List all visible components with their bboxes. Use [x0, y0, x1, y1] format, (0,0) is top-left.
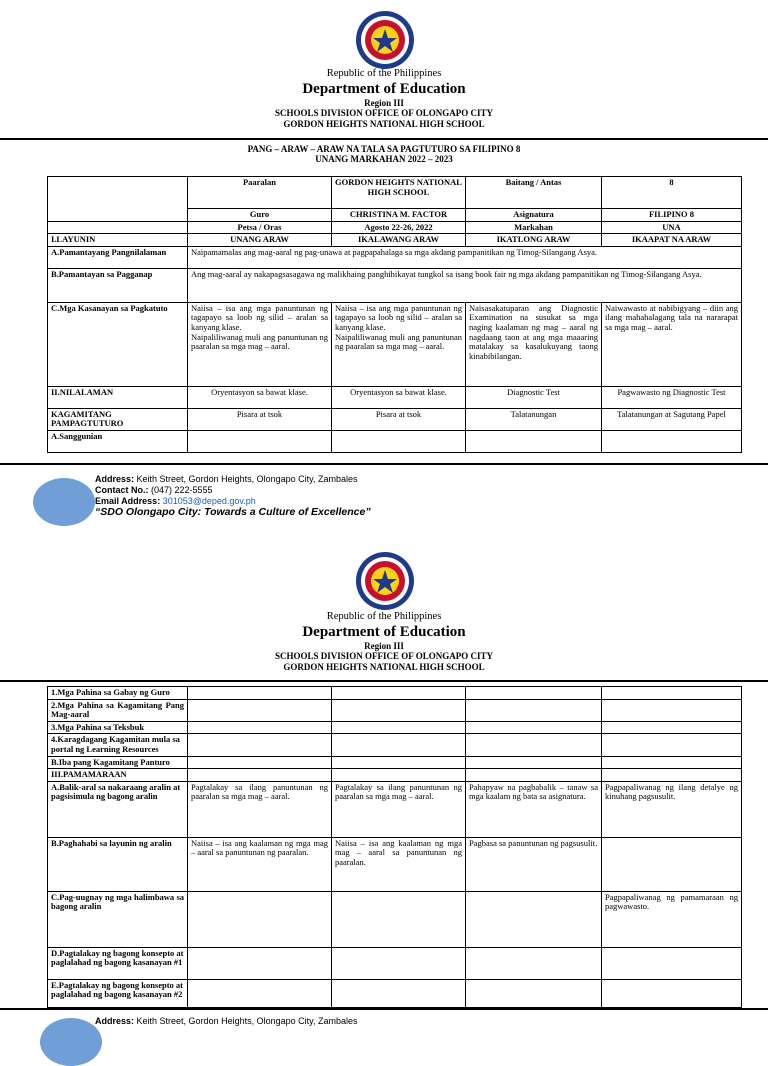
blank-cell: [332, 756, 466, 769]
address-label: Address:: [95, 1016, 135, 1026]
balik-aral-day-2: Pagtalakay sa ilang panuntunan ng paaralan sa mga mag – aaral.: [332, 781, 466, 837]
blank-cell: [48, 177, 188, 222]
paghahabi-day-2: Naiisa – isa ang kaalaman ng mga mag – aaral sa panuntunan ng paaralan.: [332, 837, 466, 891]
kagamitan-day-3: Talatanungan: [466, 408, 602, 430]
deped-seal-icon: [355, 551, 415, 611]
paghahabi-label: B.Paghahabi sa layunin ng aralin: [48, 837, 188, 891]
asignatura-label: Asignatura: [466, 209, 602, 222]
pagtalakay-2-label: E.Pagtalakay ng bagong konsepto at paglalahad ng bagong kasanayan #2: [48, 979, 188, 1007]
address-text: Keith Street, Gordon Heights, Olongapo City, Zambales: [136, 474, 358, 484]
blank-cell: [332, 979, 466, 1007]
blank-cell: [466, 430, 602, 452]
department-title: Department of Education: [302, 81, 466, 97]
header-divider: [0, 680, 768, 682]
blank-cell: [466, 947, 602, 979]
kasanayan-day-3: Naisasakatuparan ang Diagnostic Examination na susukat sa mga naging kaalaman ng mag – aaral ng nagdaang taon at ang mga maaaring matalakay sa kasalukuyang taong kinabibilangan.: [466, 302, 602, 386]
guro-value: CHRISTINA M. FACTOR: [332, 209, 466, 222]
blank-cell: [602, 769, 742, 782]
paghahabi-day-3: Pagbasa sa panuntunan ng pagsusulit.: [466, 837, 602, 891]
blank-cell: [332, 721, 466, 734]
header-divider: [0, 138, 768, 140]
blank-cell: [188, 430, 332, 452]
pag-uugnay-label: C.Pag-uugnay ng mga halimbawa sa bagong aralin: [48, 891, 188, 947]
blank-cell: [188, 699, 332, 721]
guro-label: Guro: [188, 209, 332, 222]
pag-uugnay-day-3: [466, 891, 602, 947]
blank-cell: [188, 687, 332, 700]
petsa-value: Agosto 22-26, 2022: [332, 221, 466, 234]
email-link[interactable]: 301053@deped.gov.ph: [162, 496, 256, 506]
kagamitan-label: KAGAMITANG PAMPAGTUTURO: [48, 408, 188, 430]
nilalaman-day-2: Oryentasyon sa bawat klase.: [332, 386, 466, 408]
blank-cell: [188, 947, 332, 979]
division-text: SCHOOLS DIVISION OFFICE OF OLONGAPO CITY: [275, 651, 493, 661]
sanggunian-label: A.Sanggunian: [48, 430, 188, 452]
paaralan-label: Paaralan: [188, 177, 332, 209]
pangnilalaman-text: Naipamamalas ang mag-aaral ng pag-unawa at pagpapahalaga sa mga akdang pampanitikan ng Timog-Silangang Asya.: [188, 246, 742, 268]
blank-cell: [188, 769, 332, 782]
pag-uugnay-day-2: [332, 891, 466, 947]
blank-cell: [332, 734, 466, 756]
contact-text: (047) 222-5555: [151, 485, 213, 495]
address-label: Address:: [95, 474, 135, 484]
email-label: Email Address:: [95, 496, 161, 506]
kasanayan-day-2: Naiisa – isa ang mga panuntunan ng tagapayo sa loob ng silid – aralan sa kanyang klase. Naipaliliwanag muli ang panuntunan ng paaralan sa mga mag – aaral.: [332, 302, 466, 386]
pagganap-label: B.Pamantayan sa Pagganap: [48, 268, 188, 302]
blank-cell: [602, 734, 742, 756]
blank-cell: [602, 699, 742, 721]
blank-cell: [48, 221, 188, 234]
blank-cell: [188, 721, 332, 734]
division-text: SCHOOLS DIVISION OFFICE OF OLONGAPO CITY: [275, 108, 493, 118]
blank-cell: [332, 769, 466, 782]
petsa-label: Petsa / Oras: [188, 221, 332, 234]
baitang-value: 8: [602, 177, 742, 209]
school-text: GORDON HEIGHTS NATIONAL HIGH SCHOOL: [283, 662, 485, 672]
blank-cell: [466, 687, 602, 700]
nilalaman-day-4: Pagwawasto ng Diagnostic Test: [602, 386, 742, 408]
baitang-label: Baitang / Antas: [466, 177, 602, 209]
footer-logo: [40, 1018, 102, 1066]
footer-tagline: “SDO Olongapo City: Towards a Culture of Excellence”: [95, 506, 371, 518]
plan-title: PANG – ARAW – ARAW NA TALA SA PAGTUTURO SA FILIPINO 8: [247, 144, 521, 154]
markahan-value: UNA: [602, 221, 742, 234]
balik-aral-label: A.Balik-aral sa nakaraang aralin at pagsisimula ng bagong aralin: [48, 781, 188, 837]
region-text: Region III: [364, 641, 404, 651]
day-2-header: IKALAWANG ARAW: [332, 234, 466, 247]
blank-cell: [602, 947, 742, 979]
blank-cell: [466, 734, 602, 756]
contact-label: Contact No.:: [95, 485, 149, 495]
kasanayan-label: C.Mga Kasanayan sa Pagkatuto: [48, 302, 188, 386]
asignatura-value: FILIPINO 8: [602, 209, 742, 222]
footer-divider: [0, 463, 768, 465]
learning-resources-label: 4.Karagdagang Kagamitan mula sa portal ng Learning Resources: [48, 734, 188, 756]
nilalaman-day-1: Oryentasyon sa bawat klase.: [188, 386, 332, 408]
gabay-label: 1.Mga Pahina sa Gabay ng Guro: [48, 687, 188, 700]
footer-block: [95, 474, 371, 518]
blank-cell: [332, 947, 466, 979]
footer-logo: [33, 478, 95, 526]
iba-pang-kagamitan-label: B.Iba pang Kagamitang Panturo: [48, 756, 188, 769]
blank-cell: [602, 430, 742, 452]
deped-seal-icon: [355, 10, 415, 70]
blank-cell: [332, 699, 466, 721]
day-4-header: IKAAPAT NA ARAW: [602, 234, 742, 247]
lesson-plan-table-page2: [47, 686, 742, 1008]
blank-cell: [602, 721, 742, 734]
school-text: GORDON HEIGHTS NATIONAL HIGH SCHOOL: [283, 119, 485, 129]
pag-uugnay-day-4: Pagpapaliwanag ng pamamaraan ng pagwawasto.: [602, 891, 742, 947]
pamamaraan-heading: III.PAMAMARAAN: [48, 769, 188, 782]
markahan-label: Markahan: [466, 221, 602, 234]
paghahabi-day-1: Naiisa – isa ang kaalaman ng mga mag – aaral sa panuntunan ng paaralan.: [188, 837, 332, 891]
layunin-heading: I.LAYUNIN: [48, 234, 188, 247]
lesson-plan-table-page1: [47, 176, 742, 453]
blank-cell: [466, 756, 602, 769]
footer-block: [95, 1016, 357, 1027]
nilalaman-label: II.NILALAMAN: [48, 386, 188, 408]
region-text: Region III: [364, 98, 404, 108]
kagamitan-day-4: Talatanungan at Sagutang Papel: [602, 408, 742, 430]
blank-cell: [602, 756, 742, 769]
kasanayan-day-4: Naiwawasto at nabibigyang – diin ang ilang mahahalagang tala na nararapat sa mga mag – aaral.: [602, 302, 742, 386]
kagamitan-day-2: Pisara at tsok: [332, 408, 466, 430]
department-title: Department of Education: [302, 624, 466, 640]
balik-aral-day-1: Pagtalakay sa ilang panuntunan ng paaralan sa mga mag – aaral.: [188, 781, 332, 837]
paghahabi-day-4: [602, 837, 742, 891]
nilalaman-day-3: Diagnostic Test: [466, 386, 602, 408]
blank-cell: [466, 769, 602, 782]
footer-divider: [0, 1008, 768, 1010]
blank-cell: [466, 979, 602, 1007]
blank-cell: [188, 756, 332, 769]
pagtalakay-1-label: D.Pagtalakay ng bagong konsepto at paglalahad ng bagong kasanayan #1: [48, 947, 188, 979]
blank-cell: [466, 721, 602, 734]
balik-aral-day-4: Pagpapaliwanag ng ilang detalye ng kinuhang pagsusulit.: [602, 781, 742, 837]
pagganap-text: Ang mag-aaral ay nakapagsasagawa ng malikhaing panghihikayat tungkol sa isang book fair ng mga akdang pampanitikan ng Timog-Silangang Asya.: [188, 268, 742, 302]
blank-cell: [188, 979, 332, 1007]
blank-cell: [602, 687, 742, 700]
address-text: Keith Street, Gordon Heights, Olongapo City, Zambales: [136, 1016, 358, 1026]
blank-cell: [602, 979, 742, 1007]
blank-cell: [188, 734, 332, 756]
kagamitang-pang-mag-aaral-label: 2.Mga Pahina sa Kagamitang Pang Mag-aaral: [48, 699, 188, 721]
pangnilalaman-label: A.Pamantayang Pangnilalaman: [48, 246, 188, 268]
republic-text: Republic of the Philippines: [326, 68, 442, 79]
blank-cell: [332, 687, 466, 700]
blank-cell: [466, 699, 602, 721]
pag-uugnay-day-1: [188, 891, 332, 947]
paaralan-value: GORDON HEIGHTS NATIONAL HIGH SCHOOL: [332, 177, 466, 209]
teksbuk-label: 3.Mga Pahina sa Teksbuk: [48, 721, 188, 734]
plan-subtitle: UNANG MARKAHAN 2022 – 2023: [315, 154, 453, 164]
kagamitan-day-1: Pisara at tsok: [188, 408, 332, 430]
republic-text: Republic of the Philippines: [326, 611, 442, 622]
day-3-header: IKATLONG ARAW: [466, 234, 602, 247]
day-1-header: UNANG ARAW: [188, 234, 332, 247]
blank-cell: [332, 430, 466, 452]
balik-aral-day-3: Pahapyaw na pagbabalik – tanaw sa mga kaalam ng bata sa asignatura.: [466, 781, 602, 837]
kasanayan-day-1: Naiisa – isa ang mga panuntunan ng tagapayo sa loob ng silid – aralan sa kanyang klase. Naipaliliwanag muli ang panuntunan ng paaralan sa mga mag – aaral.: [188, 302, 332, 386]
